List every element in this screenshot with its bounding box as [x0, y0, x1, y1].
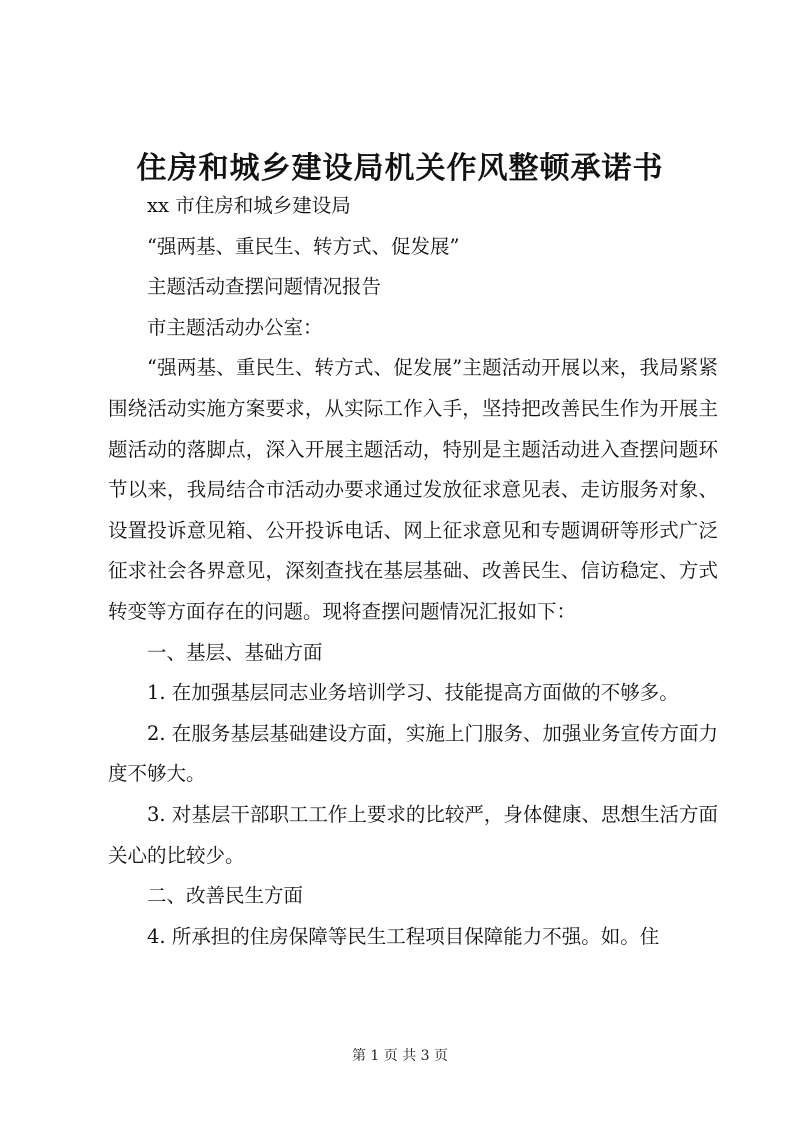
list-item-3: 3. 对基层干部职工工作上要求的比较严，身体健康、思想生活方面关心的比较少。: [108, 802, 718, 867]
section-heading-2: 二、改善民生方面: [147, 884, 304, 908]
page-footer: 第 1 页 共 3 页: [351, 1048, 449, 1064]
recipient-line: 市主题活动办公室：: [147, 315, 323, 339]
list-item-4: 4. 所承担的住房保障等民生工程项目保障能力不强。如。住: [147, 924, 660, 948]
list-item-2: 2. 在服务基层基础建设方面，实施上门服务、加强业务宣传方面力度不够大。: [108, 721, 718, 786]
body-paragraph-intro: “强两基、重民生、转方式、促发展”主题活动开展以来，我局紧紧围绕活动实施方案要求，从实际工作入手，坚持把改善民生作为开展主题活动的落脚点，深入开展主题活动，特别是主题活动进入查摆问题环节以来，我局结合市活动办要求通过发放征求意见表、走访服务对象、设置投诉意见箱、公开投诉电话、网上征求意见和专题调研等形式广泛征求社会各界意见，深刻查找在基层基础、改善民生、信访稳定、方式转变等方面存在的问题。现将查摆问题情况汇报如下：: [108, 356, 718, 623]
slogan-line: “强两基、重民生、转方式、促发展”: [147, 234, 460, 258]
document-title: 住房和城乡建设局机关作风整顿承诺书: [136, 151, 664, 186]
list-item-1: 1. 在加强基层同志业务培训学习、技能提高方面做的不够多。: [147, 681, 679, 705]
issuer-line: xx 市住房和城乡建设局: [147, 194, 351, 217]
report-subtitle: 主题活动查摆问题情况报告: [147, 275, 382, 299]
document-body: [108, 186, 718, 957]
section-heading-1: 一、基层、基础方面: [147, 640, 323, 664]
